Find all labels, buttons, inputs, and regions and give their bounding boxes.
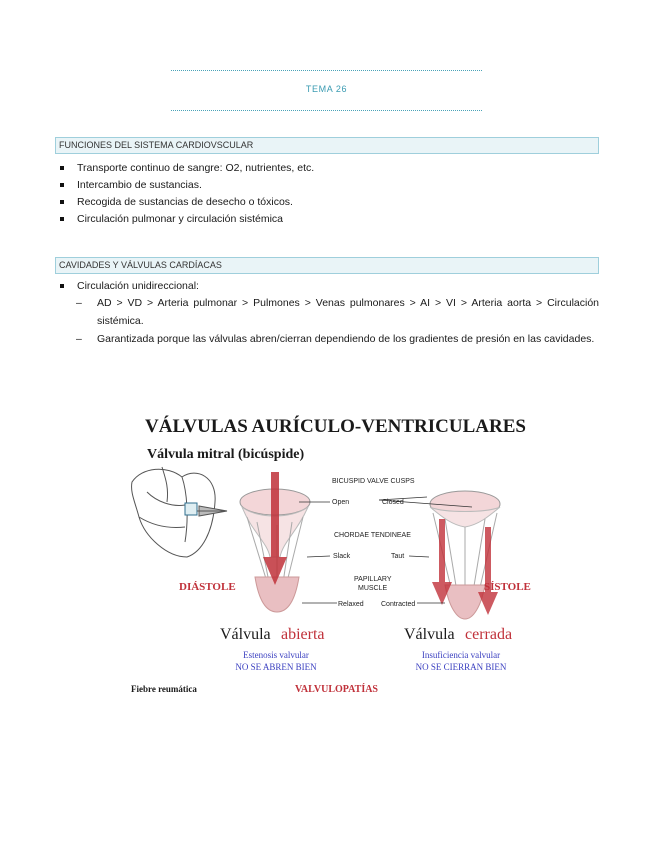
list-item: Circulación pulmonar y circulación sistémica — [58, 211, 314, 228]
label-slack: Slack — [333, 553, 351, 560]
figure-title: VÁLVULAS AURÍCULO-VENTRICULARES — [145, 416, 526, 437]
valves-figure — [127, 407, 537, 699]
label-estenosis: Estenosis valvular — [243, 650, 309, 660]
sub-item-text: Garantizada porque las válvulas abren/cierran dependiendo de los gradientes de presión en las cavidades. — [97, 333, 595, 345]
label-no-cierran: NO SE CIERRAN BIEN — [415, 662, 507, 672]
caption-valvula-open: Válvula — [220, 626, 271, 643]
label-valvulopatias: VALVULOPATÍAS — [295, 684, 378, 695]
label-cusps: BICUSPID VALVE CUSPS — [332, 478, 415, 485]
header-rule-top — [171, 70, 482, 71]
dash-marker: – — [76, 333, 82, 345]
label-papillary-1: PAPILLARY — [354, 576, 392, 583]
label-fiebre: Fiebre reumática — [131, 684, 197, 694]
label-sistole: SÍSTOLE — [484, 581, 531, 593]
caption-valvula-closed: Válvula — [404, 626, 455, 643]
label-relaxed: Relaxed — [338, 601, 364, 608]
label-diastole: DIÁSTOLE — [179, 581, 236, 593]
label-open: Open — [332, 499, 350, 506]
section-heading-cavidades: CAVIDADES Y VÁLVULAS CARDÍACAS — [55, 257, 599, 274]
section-heading-funciones: FUNCIONES DEL SISTEMA CARDIOVSCULAR — [55, 137, 599, 154]
funciones-list — [58, 160, 314, 228]
sub-item-circuit — [76, 294, 599, 330]
header-rule-bottom — [171, 110, 482, 111]
label-insuficiencia: Insuficiencia valvular — [421, 650, 501, 660]
dash-marker: – — [76, 297, 82, 309]
list-item: Transporte continuo de sangre: O2, nutrientes, etc. — [58, 160, 314, 177]
label-papillary-2: MUSCLE — [358, 585, 388, 592]
label-chordae: CHORDAE TENDINEAE — [334, 532, 411, 539]
cavidades-list — [58, 278, 199, 295]
list-item: Intercambio de sustancias. — [58, 177, 314, 194]
label-taut: Taut — [391, 553, 405, 560]
caption-abierta: abierta — [281, 626, 325, 643]
sub-item-valves — [76, 330, 599, 348]
list-item: Circulación unidireccional: — [58, 278, 199, 295]
valves-illustration — [127, 407, 537, 699]
sub-item-text: AD > VD > Arteria pulmonar > Pulmones > Venas pulmonares > AI > VI > Arteria aorta > Circulación sistémica. — [97, 297, 599, 327]
caption-cerrada: cerrada — [465, 626, 513, 643]
closed-valve-illustration — [430, 491, 500, 619]
label-no-abren: NO SE ABREN BIEN — [235, 662, 317, 672]
figure-subtitle: Válvula mitral (bicúspide) — [147, 447, 305, 462]
label-closed: Closed — [382, 499, 404, 506]
list-item: Recogida de sustancias de desecho o tóxicos. — [58, 194, 314, 211]
label-contracted: Contracted — [381, 601, 416, 608]
page-topic-label: TEMA 26 — [305, 84, 348, 94]
